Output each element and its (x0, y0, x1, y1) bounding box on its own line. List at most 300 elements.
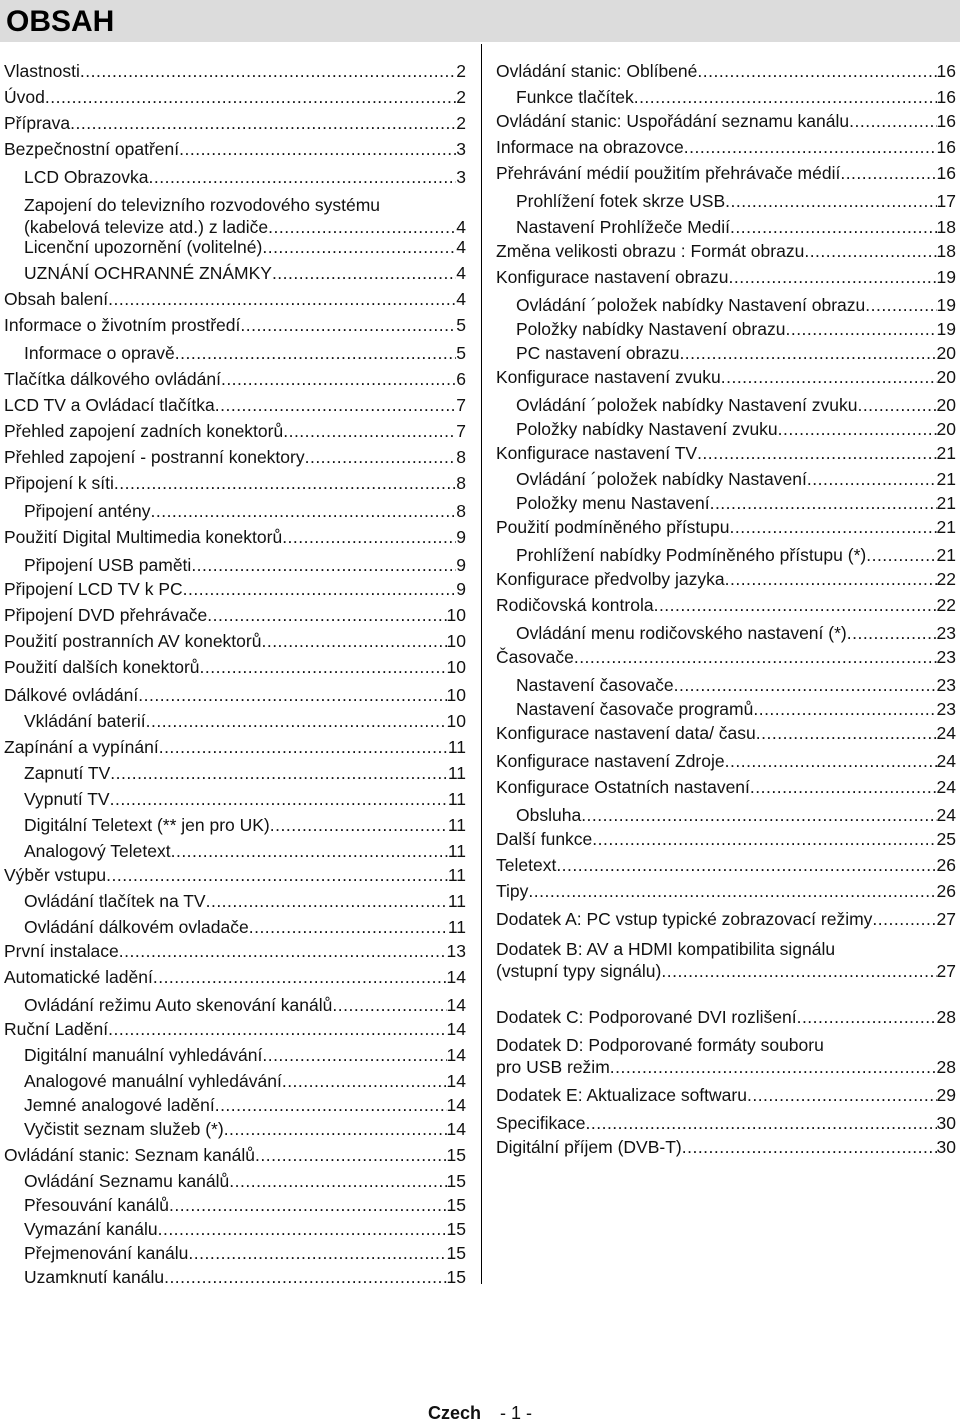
toc-entry-row (4, 940, 466, 962)
toc-entry[interactable] (4, 526, 466, 548)
toc-entry-title: Specifikace (496, 1113, 586, 1133)
toc-entry-page: 24 (936, 723, 956, 743)
toc-entry-leader (221, 368, 456, 390)
toc-entry-page: 19 (936, 295, 956, 315)
toc-entry-page: 17 (936, 191, 956, 211)
toc-entry-row (496, 722, 956, 744)
toc-entry[interactable] (4, 1044, 466, 1066)
toc-entry[interactable] (4, 342, 466, 364)
toc-entry-page: 15 (446, 1195, 466, 1215)
toc-entry-row (24, 890, 466, 912)
toc-entry-title: Vyčistit seznam služeb (*) (24, 1119, 224, 1139)
toc-entry[interactable] (4, 394, 466, 416)
toc-entry[interactable] (496, 110, 956, 132)
toc-entry-page: 14 (446, 1045, 466, 1065)
toc-entry-title: PC nastavení obrazu (516, 343, 680, 363)
toc-entry[interactable] (4, 630, 466, 652)
toc-entry-leader (747, 1084, 937, 1106)
toc-entry-title: Tipy (496, 881, 529, 901)
toc-entry-leader (262, 236, 456, 258)
toc-entry-page: 18 (936, 241, 956, 261)
toc-entry-leader (283, 420, 456, 442)
toc-entry-page: 28 (936, 1007, 956, 1027)
toc-entry-page: 10 (446, 605, 466, 625)
toc-entry[interactable] (496, 828, 956, 850)
toc-entry-leader (697, 442, 936, 464)
toc-entry-title: Ruční Ladění (4, 1019, 109, 1039)
toc-entry-row (4, 604, 466, 626)
toc-entry-title: Zapínání a vypínání (4, 737, 159, 757)
toc-entry-leader (158, 1218, 447, 1240)
toc-entry[interactable] (4, 1218, 466, 1240)
toc-entry-row (24, 216, 466, 238)
toc-entry-leader (188, 1242, 446, 1264)
toc-entry[interactable] (4, 788, 466, 810)
toc-entry[interactable] (4, 288, 466, 310)
toc-entry-leader (282, 526, 456, 548)
toc-entry-row (4, 446, 466, 468)
toc-entry-page: 29 (936, 1085, 956, 1105)
toc-entry[interactable] (496, 722, 956, 744)
toc-entry-page: 14 (446, 995, 466, 1015)
toc-entry-title: Přejmenování kanálu (24, 1243, 189, 1263)
toc-entry[interactable] (4, 420, 466, 442)
toc-entry[interactable] (4, 138, 466, 160)
toc-entry-page: 13 (446, 941, 466, 961)
toc-entry-leader (183, 578, 457, 600)
toc-entry[interactable] (496, 622, 956, 644)
toc-entry-row (496, 1006, 956, 1028)
toc-entry-row (496, 110, 956, 132)
toc-entry-title: Licenční upozornění (volitelné) (24, 237, 263, 257)
toc-entry-title: Připojení k síti (4, 473, 114, 493)
toc-entry-row (24, 1218, 466, 1240)
toc-entry-leader (721, 366, 937, 388)
page-header (0, 0, 960, 42)
toc-entry-page: 4 (456, 217, 466, 237)
toc-entry-row (4, 1144, 466, 1166)
toc-entry-page: 15 (446, 1219, 466, 1239)
toc-entry-row (4, 420, 466, 442)
toc-entry-page: 3 (456, 167, 466, 187)
toc-entry-row (24, 994, 466, 1016)
toc-entry-row (516, 342, 956, 364)
toc-entry[interactable] (4, 314, 466, 336)
toc-entry-leader (215, 1094, 447, 1116)
toc-entry-leader (171, 840, 448, 862)
toc-entry-leader (725, 750, 937, 772)
toc-entry-title: Ovládání dálkovém ovladače (24, 917, 249, 937)
toc-entry-page: 11 (447, 737, 466, 757)
toc-entry[interactable] (496, 804, 956, 826)
toc-entry-title: Vlastnosti (4, 61, 80, 81)
toc-entry-title: Časovače (496, 647, 574, 667)
toc-entry-title: Přehled zapojení zadních konektorů (4, 421, 284, 441)
toc-entry-page: 5 (456, 315, 466, 335)
toc-entry-page: 21 (936, 469, 956, 489)
toc-entry-leader (710, 492, 937, 514)
toc-entry-row (24, 1266, 466, 1288)
toc-entry-page: 11 (447, 865, 466, 885)
toc-entry-row (496, 594, 956, 616)
toc-entry-leader (849, 110, 936, 132)
toc-entry[interactable] (4, 166, 466, 188)
toc-entry-leader (756, 722, 937, 744)
toc-entry[interactable] (4, 1094, 466, 1116)
toc-entry[interactable] (496, 162, 956, 184)
toc-entry-row (4, 966, 466, 988)
toc-entry-leader (804, 240, 936, 262)
toc-entry[interactable] (496, 908, 956, 930)
toc-entry[interactable] (496, 366, 956, 388)
toc-entry-page: 11 (447, 763, 466, 783)
toc-entry-leader (865, 294, 936, 316)
toc-entry-row (4, 578, 466, 600)
toc-entry-title: Ovládání ´položek nabídky Nastavení (516, 469, 807, 489)
toc-entry-title: Konfigurace nastavení obrazu (496, 267, 729, 287)
toc-entry[interactable] (4, 814, 466, 836)
toc-entry-leader (682, 1136, 937, 1158)
toc-entry[interactable] (4, 710, 466, 732)
toc-entry-title: Ovládání ´položek nabídky Nastavení zvuku (516, 395, 858, 415)
toc-entry[interactable] (4, 656, 466, 678)
toc-entry-page: 10 (446, 685, 466, 705)
toc-entry-page: 6 (456, 369, 466, 389)
toc-entry-row (496, 442, 956, 464)
toc-entry-leader (847, 622, 937, 644)
toc-entry-leader (282, 1070, 447, 1092)
toc-entry[interactable] (496, 266, 956, 288)
toc-entry-page: 16 (936, 61, 956, 81)
toc-entry-page: 21 (936, 517, 956, 537)
toc-entry-page: 2 (456, 61, 466, 81)
toc-entry-title: Připojení antény (24, 501, 151, 521)
toc-entry-page: 24 (936, 777, 956, 797)
toc-entry-leader (169, 1194, 447, 1216)
toc-entry-page: 18 (936, 217, 956, 237)
toc-entry-row (516, 544, 956, 566)
toc-entry[interactable] (4, 916, 466, 938)
toc-entry-page: 30 (936, 1137, 956, 1157)
toc-entry[interactable] (496, 776, 956, 798)
toc-entry-row (496, 854, 956, 876)
toc-entry[interactable] (4, 578, 466, 600)
toc-entry[interactable] (496, 1034, 956, 1078)
toc-entry[interactable] (496, 880, 956, 902)
toc-entry[interactable] (496, 674, 956, 696)
toc-entry-page: 14 (446, 1071, 466, 1091)
toc-entry-leader (750, 776, 937, 798)
toc-entry[interactable] (4, 236, 466, 258)
toc-entry-leader (150, 500, 456, 522)
toc-entry-row (4, 314, 466, 336)
toc-entry[interactable] (4, 60, 466, 82)
toc-entry-leader (785, 318, 936, 340)
toc-entry-row (496, 960, 956, 982)
toc-entry[interactable] (4, 736, 466, 758)
toc-entry[interactable] (4, 194, 466, 238)
toc-entry-title: Přehrávání médií použitím přehrávače médií (496, 163, 841, 183)
toc-entry-title: Teletext (496, 855, 557, 875)
toc-entry-row (24, 814, 466, 836)
toc-entry[interactable] (496, 1112, 956, 1134)
toc-entry-row (496, 162, 956, 184)
toc-entry[interactable] (4, 472, 466, 494)
toc-entry-leader (268, 216, 456, 238)
toc-entry-row (24, 788, 466, 810)
toc-entry-page: 25 (936, 829, 956, 849)
toc-entry-page: 8 (456, 447, 466, 467)
toc-entry[interactable] (496, 60, 956, 82)
toc-entry-title: Konfigurace nastavení TV (496, 443, 698, 463)
toc-entry-page: 24 (936, 751, 956, 771)
toc-entry-row (496, 266, 956, 288)
toc-entry[interactable] (4, 446, 466, 468)
toc-entry-title: Zapnutí TV (24, 763, 111, 783)
toc-entry[interactable] (4, 994, 466, 1016)
toc-entry-title: Změna velikosti obrazu : Formát obrazu (496, 241, 805, 261)
toc-entry-title: Výběr vstupu (4, 865, 107, 885)
toc-entry-row (496, 240, 956, 262)
toc-entry-title: Prohlížení fotek skrze USB (516, 191, 726, 211)
toc-entry-row (24, 1194, 466, 1216)
toc-entry[interactable] (496, 492, 956, 514)
toc-entry-leader (866, 544, 936, 566)
toc-entry-title: Ovládání menu rodičovského nastavení (*) (516, 623, 847, 643)
toc-entry-title: Použití dalších konektorů (4, 657, 200, 677)
toc-entry-page: 2 (456, 87, 466, 107)
toc-entry-title-continued: (vstupní typy signálu) (496, 961, 662, 981)
toc-entry-row (496, 568, 956, 590)
toc-entry-page: 14 (446, 967, 466, 987)
toc-entry[interactable] (496, 136, 956, 158)
toc-entry-title: Připojení DVD přehrávače (4, 605, 208, 625)
toc-entry-page: 9 (456, 555, 466, 575)
toc-entry-page: 11 (447, 917, 466, 937)
toc-entry-title: Digitální Teletext (** jen pro UK) (24, 815, 270, 835)
toc-entry-title: Dodatek E: Aktualizace softwaru (496, 1085, 747, 1105)
toc-entry[interactable] (496, 1006, 956, 1028)
toc-entry-leader (586, 1112, 937, 1134)
toc-entry-page: 7 (456, 421, 466, 441)
toc-entry[interactable] (4, 1118, 466, 1140)
toc-entry-title: Další funkce (496, 829, 593, 849)
toc-entry-row (4, 526, 466, 548)
toc-entry-title: Příprava (4, 113, 71, 133)
toc-entry-leader (164, 1266, 446, 1288)
toc-entry[interactable] (4, 1018, 466, 1040)
toc-entry[interactable] (4, 966, 466, 988)
toc-entry-title: Konfigurace nastavení data/ času (496, 723, 756, 743)
toc-entry[interactable] (4, 112, 466, 134)
toc-entry-leader (224, 1118, 447, 1140)
toc-entry-row (4, 656, 466, 678)
toc-entry[interactable] (4, 1194, 466, 1216)
toc-entry[interactable] (496, 86, 956, 108)
toc-entry[interactable] (4, 762, 466, 784)
toc-entry-leader (207, 604, 446, 626)
toc-entry[interactable] (496, 190, 956, 212)
toc-entry[interactable] (496, 594, 956, 616)
toc-entry-leader (159, 736, 448, 758)
footer-language: Czech (427, 1403, 481, 1423)
toc-entry[interactable] (4, 86, 466, 108)
toc-entry-row (24, 342, 466, 364)
toc-entry-title: Digitální manuální vyhledávání (24, 1045, 263, 1065)
toc-entry-row (4, 394, 466, 416)
toc-entry-leader (215, 394, 457, 416)
toc-entry[interactable] (496, 750, 956, 772)
toc-entry-row (516, 418, 956, 440)
toc-entry[interactable] (496, 646, 956, 668)
toc-entry[interactable] (496, 216, 956, 238)
toc-entry[interactable] (496, 938, 956, 982)
toc-entry[interactable] (4, 684, 466, 706)
toc-entry-leader (108, 288, 456, 310)
toc-entry-leader (200, 656, 447, 678)
toc-entry-page: 11 (447, 891, 466, 911)
toc-entry-row (496, 516, 956, 538)
toc-entry[interactable] (4, 368, 466, 390)
toc-entry-page: 20 (936, 367, 956, 387)
toc-entry-row (516, 468, 956, 490)
toc-entry-page: 2 (456, 113, 466, 133)
toc-entry-row (24, 916, 466, 938)
toc-entry-page: 11 (447, 789, 466, 809)
toc-entry-page: 19 (936, 319, 956, 339)
toc-entry-title-continued: (kabelová televize atd.) z ladiče (24, 217, 269, 237)
toc-entry-title: LCD TV a Ovládací tlačítka (4, 395, 215, 415)
toc-entry[interactable] (4, 1242, 466, 1264)
toc-entry-page: 23 (936, 623, 956, 643)
toc-entry[interactable] (496, 418, 956, 440)
toc-entry[interactable] (496, 516, 956, 538)
toc-entry-title: Zapojení do televizního rozvodového systému (24, 195, 381, 215)
toc-entry[interactable] (496, 318, 956, 340)
toc-entry-leader (270, 814, 448, 836)
toc-entry-leader (730, 516, 937, 538)
toc-entry[interactable] (4, 890, 466, 912)
toc-entry-leader (45, 86, 456, 108)
toc-entry[interactable] (496, 1084, 956, 1106)
toc-entry-row (4, 112, 466, 134)
toc-entry[interactable] (4, 1070, 466, 1092)
toc-entry-title: Dodatek D: Podporované formáty souboru (496, 1035, 824, 1055)
toc-entry-page: 10 (446, 657, 466, 677)
toc-entry-leader (261, 630, 446, 652)
toc-entry-leader (110, 788, 448, 810)
toc-entry[interactable] (496, 1136, 956, 1158)
toc-entry-row (516, 804, 956, 826)
page-footer (0, 1403, 960, 1424)
toc-entry-page: 28 (936, 1057, 956, 1077)
toc-entry-title: Vypnutí TV (24, 789, 110, 809)
toc-entry-leader (332, 994, 446, 1016)
toc-entry-leader (684, 136, 937, 158)
toc-entry[interactable] (496, 240, 956, 262)
toc-entry[interactable] (4, 940, 466, 962)
toc-entry-title: Analogový Teletext (24, 841, 171, 861)
toc-entry[interactable] (4, 500, 466, 522)
toc-entry-title: Informace o opravě (24, 343, 175, 363)
toc-entry[interactable] (496, 544, 956, 566)
toc-entry-leader (753, 698, 936, 720)
toc-entry-page: 9 (456, 579, 466, 599)
toc-entry-row (516, 674, 956, 696)
toc-entry[interactable] (4, 1266, 466, 1288)
toc-entry-leader (872, 908, 936, 930)
toc-entry-title: Konfigurace předvolby jazyka (496, 569, 725, 589)
toc-entry-page: 27 (936, 961, 956, 981)
toc-entry-row (24, 762, 466, 784)
toc-entry[interactable] (4, 1170, 466, 1192)
toc-entry-leader (110, 762, 448, 784)
toc-entry-page: 20 (936, 343, 956, 363)
toc-entry[interactable] (496, 568, 956, 590)
toc-entry-page: 14 (446, 1095, 466, 1115)
toc-entry[interactable] (496, 854, 956, 876)
toc-entry[interactable] (4, 554, 466, 576)
toc-entry-title: Informace o životním prostředí (4, 315, 241, 335)
toc-entry-page: 3 (456, 139, 466, 159)
toc-entry-title: Tlačítka dálkového ovládání (4, 369, 221, 389)
toc-entry-row (24, 710, 466, 732)
toc-entry[interactable] (496, 394, 956, 416)
toc-entry-leader (240, 314, 456, 336)
toc-entry-page: 21 (936, 493, 956, 513)
toc-entry[interactable] (496, 698, 956, 720)
toc-entry-leader (840, 162, 936, 184)
toc-entry-page: 23 (936, 699, 956, 719)
toc-entry[interactable] (4, 604, 466, 626)
toc-entry[interactable] (496, 342, 956, 364)
toc-entry-page: 23 (936, 675, 956, 695)
column-divider (481, 44, 482, 1284)
toc-entry[interactable] (4, 1144, 466, 1166)
toc-entry[interactable] (496, 442, 956, 464)
toc-entry[interactable] (496, 294, 956, 316)
toc-entry-leader (634, 86, 937, 108)
toc-entry-title: Připojení LCD TV k PC (4, 579, 183, 599)
toc-entry-row (24, 166, 466, 188)
toc-entry-title: Vymazání kanálu (24, 1219, 158, 1239)
toc-entry-row (24, 236, 466, 258)
toc-entry-row (496, 1136, 956, 1158)
toc-entry-page: 11 (447, 815, 466, 835)
toc-entry-title: Obsah balení (4, 289, 109, 309)
toc-entry[interactable] (4, 262, 466, 284)
toc-entry[interactable] (496, 468, 956, 490)
toc-entry-title: Položky nabídky Nastavení obrazu (516, 319, 786, 339)
toc-entry-leader (179, 138, 456, 160)
toc-entry-title: Rodičovská kontrola (496, 595, 654, 615)
toc-entry-leader (272, 262, 456, 284)
toc-entry-page: 21 (936, 545, 956, 565)
toc-entry[interactable] (4, 864, 466, 886)
toc-entry-row (24, 1044, 466, 1066)
toc-entry-title: Konfigurace nastavení zvuku (496, 367, 721, 387)
toc-entry-title: Vkládání baterií (24, 711, 146, 731)
toc-entry-row (4, 472, 466, 494)
toc-entry-leader (80, 60, 456, 82)
toc-entry[interactable] (4, 840, 466, 862)
toc-entry-page: 7 (456, 395, 466, 415)
toc-entry-leader (725, 568, 937, 590)
toc-entry-leader (674, 674, 937, 696)
toc-entry-title: Prohlížení nabídky Podmíněného přístupu (*) (516, 545, 867, 565)
toc-entry-row (4, 138, 466, 160)
toc-entry-title: Dálkové ovládání (4, 685, 139, 705)
